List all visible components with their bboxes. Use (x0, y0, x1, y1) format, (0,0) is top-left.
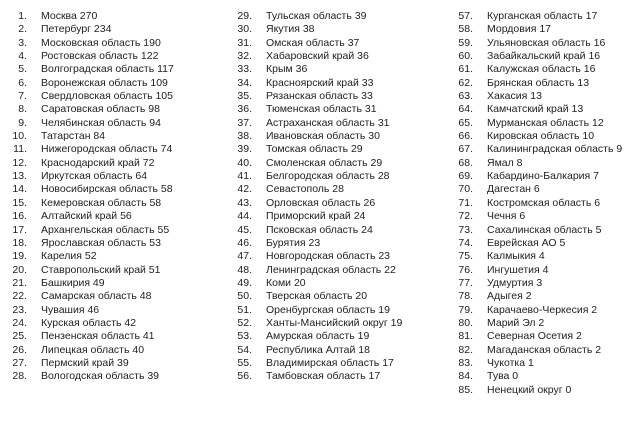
list-item-number: 37. (237, 116, 252, 129)
list-item-number: 76. (458, 263, 473, 276)
list-item-text: Крым 36 (266, 63, 308, 76)
list-item-number: 30. (237, 23, 252, 36)
list-item-text: Республика Алтай 18 (266, 343, 370, 356)
list-item-text: Дагестан 6 (487, 183, 540, 196)
list-item (448, 210, 638, 223)
list-item-text: Нижегородская область 74 (41, 143, 173, 156)
list-item-number: 64. (458, 103, 473, 116)
list-item-number: 28. (12, 370, 27, 383)
list-item-text: Челябинская область 94 (41, 116, 161, 129)
list-item-text: Московская область 190 (41, 36, 161, 49)
list-item (448, 384, 638, 397)
ordered-list (448, 10, 638, 397)
list-item (2, 103, 228, 116)
list-item-text: Бурятия 23 (266, 236, 321, 249)
list-item (448, 50, 638, 63)
list-item-text: Алтайский край 56 (41, 210, 132, 223)
list-item (2, 210, 228, 223)
list-item-text: Карачаево-Черкесия 2 (487, 303, 598, 316)
list-item-text: Смоленская область 29 (266, 156, 383, 169)
list-item-number: 19. (12, 250, 27, 263)
list-item-number: 48. (237, 263, 252, 276)
list-item (2, 224, 228, 237)
list-item-number: 24. (12, 316, 27, 329)
list-item-number: 69. (458, 170, 473, 183)
list-item-text: Курганская область 17 (487, 10, 598, 22)
list-item-text: Севастополь 28 (266, 183, 344, 196)
list-item-text: Магаданская область 2 (487, 343, 602, 356)
list-item (227, 37, 453, 50)
list-item-number: 5. (18, 63, 27, 76)
list-item-text: Пермский край 39 (41, 356, 129, 369)
list-item-number: 32. (237, 50, 252, 63)
list-item-number: 20. (12, 263, 27, 276)
list-item (227, 77, 453, 90)
list-item (2, 10, 228, 23)
list-item-number: 85. (458, 383, 473, 396)
list-item-number: 31. (237, 36, 252, 49)
list-item-number: 66. (458, 130, 473, 143)
list-item-text: Тува 0 (487, 370, 519, 383)
list-item-number: 75. (458, 250, 473, 263)
list-item-text: Ханты-Мансийский округ 19 (266, 316, 403, 329)
list-item-number: 33. (237, 63, 252, 76)
list-item (448, 63, 638, 76)
list-item (448, 330, 638, 343)
list-item-number: 2. (18, 23, 27, 36)
list-item-number: 25. (12, 330, 27, 343)
list-item (448, 264, 638, 277)
list-item (227, 130, 453, 143)
list-item (448, 290, 638, 303)
list-item-number: 80. (458, 316, 473, 329)
list-item (448, 237, 638, 250)
list-item-number: 53. (237, 330, 252, 343)
list-item (227, 357, 453, 370)
list-item (448, 170, 638, 183)
list-item (227, 183, 453, 196)
list-item (227, 224, 453, 237)
list-item-number: 43. (237, 196, 252, 209)
list-item-text: Свердловская область 105 (41, 90, 173, 103)
list-item-number: 59. (458, 36, 473, 49)
list-item-text: Амурская область 19 (266, 330, 370, 343)
list-item-number: 78. (458, 290, 473, 303)
list-item-text: Адыгея 2 (487, 290, 532, 303)
list-item-text: Томская область 29 (266, 143, 363, 156)
list-item (448, 277, 638, 290)
list-item-text: Якутия 38 (266, 23, 315, 36)
list-item-number: 77. (458, 276, 473, 289)
list-item (448, 23, 638, 36)
list-item-number: 13. (12, 170, 27, 183)
list-item-text: Северная Осетия 2 (487, 330, 582, 343)
list-item (448, 344, 638, 357)
list-item (448, 130, 638, 143)
list-item (227, 103, 453, 116)
list-item-text: Орловская область 26 (266, 196, 376, 209)
list-item (448, 90, 638, 103)
list-item-text: Самарская область 48 (41, 290, 152, 303)
list-item-text: Белгородская область 28 (266, 170, 390, 183)
list-item-text: Краснодарский край 72 (41, 156, 155, 169)
list-item-text: Костромская область 6 (487, 196, 601, 209)
list-item (448, 117, 638, 130)
list-item-text: Саратовская область 98 (41, 103, 160, 116)
list-item-number: 74. (458, 236, 473, 249)
list-item (2, 344, 228, 357)
list-item (448, 103, 638, 116)
list-item-text: Оренбургская область 19 (266, 303, 390, 316)
list-item-number: 72. (458, 210, 473, 223)
list-item (2, 370, 228, 383)
list-item-number: 70. (458, 183, 473, 196)
list-item-number: 52. (237, 316, 252, 329)
list-item-number: 51. (237, 303, 252, 316)
list-item (227, 117, 453, 130)
list-item (227, 90, 453, 103)
list-item-text: Ингушетия 4 (487, 263, 549, 276)
list-item-number: 82. (458, 343, 473, 356)
list-item (227, 170, 453, 183)
list-item-text: Чечня 6 (487, 210, 526, 223)
list-item (227, 370, 453, 383)
list-item-text: Калужская область 16 (487, 63, 596, 76)
list-item (2, 250, 228, 263)
list-item (2, 63, 228, 76)
list-item-text: Татарстан 84 (41, 130, 106, 143)
list-item-text: Ленинградская область 22 (266, 263, 396, 276)
list-item-text: Хабаровский край 36 (266, 50, 369, 63)
list-item (2, 237, 228, 250)
list-item-number: 67. (458, 143, 473, 156)
list-item (2, 23, 228, 36)
list-item-number: 36. (237, 103, 252, 116)
list-item (448, 224, 638, 237)
list-item-text: Владимирская область 17 (266, 356, 394, 369)
list-item-number: 58. (458, 23, 473, 36)
list-item-text: Ненецкий округ 0 (487, 383, 572, 396)
list-item-number: 22. (12, 290, 27, 303)
list-item (227, 304, 453, 317)
list-item-text: Мурманская область 12 (487, 116, 604, 129)
list-item-text: Архангельская область 55 (41, 223, 170, 236)
list-item (448, 183, 638, 196)
list-item-number: 14. (12, 183, 27, 196)
list-item-number: 60. (458, 50, 473, 63)
list-item-text: Астраханская область 31 (266, 116, 390, 129)
list-item (227, 330, 453, 343)
list-item (227, 250, 453, 263)
list-item-text: Карелия 52 (41, 250, 97, 263)
list-item-text: Тамбовская область 17 (266, 370, 381, 383)
list-item-text: Коми 20 (266, 276, 306, 289)
list-item-text: Петербург 234 (41, 23, 112, 36)
list-item (2, 50, 228, 63)
list-item-number: 17. (12, 223, 27, 236)
list-item (2, 304, 228, 317)
list-item-number: 41. (237, 170, 252, 183)
list-item-number: 4. (18, 50, 27, 63)
list-item-number: 18. (12, 236, 27, 249)
ordered-list (2, 10, 228, 384)
list-item-text: Башкирия 49 (41, 276, 105, 289)
list-item-number: 8. (18, 103, 27, 116)
list-item-number: 79. (458, 303, 473, 316)
list-item-text: Чукотка 1 (487, 356, 534, 369)
list-item-number: 84. (458, 370, 473, 383)
list-item (448, 250, 638, 263)
list-item-text: Иркутская область 64 (41, 170, 148, 183)
list-item-number: 9. (18, 116, 27, 129)
list-item-text: Калмыкия 4 (487, 250, 545, 263)
list-item-number: 65. (458, 116, 473, 129)
list-item-text: Рязанская область 33 (266, 90, 373, 103)
list-item (227, 157, 453, 170)
list-item-text: Приморский край 24 (266, 210, 366, 223)
list-item-number: 12. (12, 156, 27, 169)
list-item-number: 10. (12, 130, 27, 143)
list-item (2, 357, 228, 370)
list-item-text: Ростовская область 122 (41, 50, 159, 63)
list-item (448, 157, 638, 170)
list-item-number: 50. (237, 290, 252, 303)
list-item-number: 23. (12, 303, 27, 316)
list-item (227, 10, 453, 23)
list-item-text: Новосибирская область 58 (41, 183, 173, 196)
list-item-text: Москва 270 (41, 10, 98, 22)
list-item (227, 197, 453, 210)
list-item-number: 63. (458, 90, 473, 103)
list-item-text: Удмуртия 3 (487, 276, 543, 289)
list-item-number: 44. (237, 210, 252, 223)
list-item-number: 39. (237, 143, 252, 156)
list-item (2, 130, 228, 143)
list-item (227, 344, 453, 357)
list-item (2, 143, 228, 156)
list-item (2, 197, 228, 210)
list-item-number: 7. (18, 90, 27, 103)
list-item-number: 3. (18, 36, 27, 49)
list-item-text: Брянская область 13 (487, 76, 590, 89)
list-item-text: Забайкальский край 16 (487, 50, 601, 63)
list-item (448, 197, 638, 210)
list-item-number: 38. (237, 130, 252, 143)
list-item-text: Новгородская область 23 (266, 250, 391, 263)
list-item-text: Калининградская область 9 (487, 143, 623, 156)
list-item-number: 56. (237, 370, 252, 383)
list-item-number: 46. (237, 236, 252, 249)
list-item-text: Хакасия 13 (487, 90, 542, 103)
list-item-text: Сахалинская область 5 (487, 223, 602, 236)
list-item-number: 57. (458, 10, 473, 22)
list-item (227, 317, 453, 330)
list-item-text: Мордовия 17 (487, 23, 551, 36)
list-item-number: 34. (237, 76, 252, 89)
list-item-number: 71. (458, 196, 473, 209)
list-item-number: 29. (237, 10, 252, 22)
list-item-number: 6. (18, 76, 27, 89)
list-item-number: 47. (237, 250, 252, 263)
list-item-text: Курская область 42 (41, 316, 137, 329)
list-item-text: Ивановская область 30 (266, 130, 380, 143)
list-item-number: 73. (458, 223, 473, 236)
list-item-text: Воронежская область 109 (41, 76, 168, 89)
list-item (227, 237, 453, 250)
list-item (2, 90, 228, 103)
list-item-number: 61. (458, 63, 473, 76)
list-item (2, 37, 228, 50)
list-item (448, 37, 638, 50)
list-item-text: Ямал 8 (487, 156, 523, 169)
list-item-text: Псковская область 24 (266, 223, 373, 236)
list-item (448, 357, 638, 370)
list-item-number: 81. (458, 330, 473, 343)
ordered-list (227, 10, 453, 384)
list-item (227, 210, 453, 223)
list-item-text: Тюменская область 31 (266, 103, 377, 116)
list-column-3 (448, 10, 638, 397)
list-item-text: Тульская область 39 (266, 10, 367, 22)
list-item-number: 1. (18, 10, 27, 22)
list-item-number: 42. (237, 183, 252, 196)
list-item-text: Чувашия 46 (41, 303, 100, 316)
list-item-text: Красноярский край 33 (266, 76, 374, 89)
list-item (2, 117, 228, 130)
list-item-text: Ярославская область 53 (41, 236, 161, 249)
list-item-number: 45. (237, 223, 252, 236)
list-item-text: Тверская область 20 (266, 290, 368, 303)
list-item (227, 264, 453, 277)
list-item-number: 40. (237, 156, 252, 169)
list-item (2, 277, 228, 290)
list-item-number: 55. (237, 356, 252, 369)
list-item-text: Ставропольский край 51 (41, 263, 161, 276)
list-item-number: 49. (237, 276, 252, 289)
list-item-number: 11. (13, 143, 27, 156)
list-item-number: 83. (458, 356, 473, 369)
list-item (2, 183, 228, 196)
list-item-number: 62. (458, 76, 473, 89)
list-item (2, 170, 228, 183)
list-item (2, 330, 228, 343)
list-item-number: 68. (458, 156, 473, 169)
list-item-text: Пензенская область 41 (41, 330, 155, 343)
list-item (227, 277, 453, 290)
list-column-1 (2, 10, 228, 384)
list-column-2 (227, 10, 453, 384)
list-item-number: 27. (12, 356, 27, 369)
list-item (2, 264, 228, 277)
list-item-text: Волгоградская область 117 (41, 63, 174, 76)
list-item-text: Омская область 37 (266, 36, 360, 49)
list-item-text: Кабардино-Балкария 7 (487, 170, 599, 183)
list-item (227, 50, 453, 63)
list-item (227, 23, 453, 36)
list-item (448, 143, 638, 156)
list-item-text: Камчатский край 13 (487, 103, 584, 116)
list-item-text: Ульяновская область 16 (487, 36, 606, 49)
list-item (227, 143, 453, 156)
list-item-text: Липецкая область 40 (41, 343, 145, 356)
list-item (448, 370, 638, 383)
list-item (2, 157, 228, 170)
list-item (448, 317, 638, 330)
list-item-number: 54. (237, 343, 252, 356)
list-item (227, 290, 453, 303)
list-item (2, 77, 228, 90)
list-item (448, 304, 638, 317)
list-item-number: 21. (12, 276, 27, 289)
list-item (448, 77, 638, 90)
list-item-text: Вологодская область 39 (41, 370, 160, 383)
list-item-number: 35. (237, 90, 252, 103)
list-item-text: Кемеровская область 58 (41, 196, 162, 209)
list-item (2, 290, 228, 303)
list-item-text: Кировская область 10 (487, 130, 595, 143)
list-item (227, 63, 453, 76)
list-item-number: 16. (12, 210, 27, 223)
list-item-number: 15. (12, 196, 27, 209)
list-item-text: Еврейская АО 5 (487, 236, 566, 249)
list-item (2, 317, 228, 330)
list-item (448, 10, 638, 23)
list-item-text: Марий Эл 2 (487, 316, 545, 329)
list-item-number: 26. (12, 343, 27, 356)
